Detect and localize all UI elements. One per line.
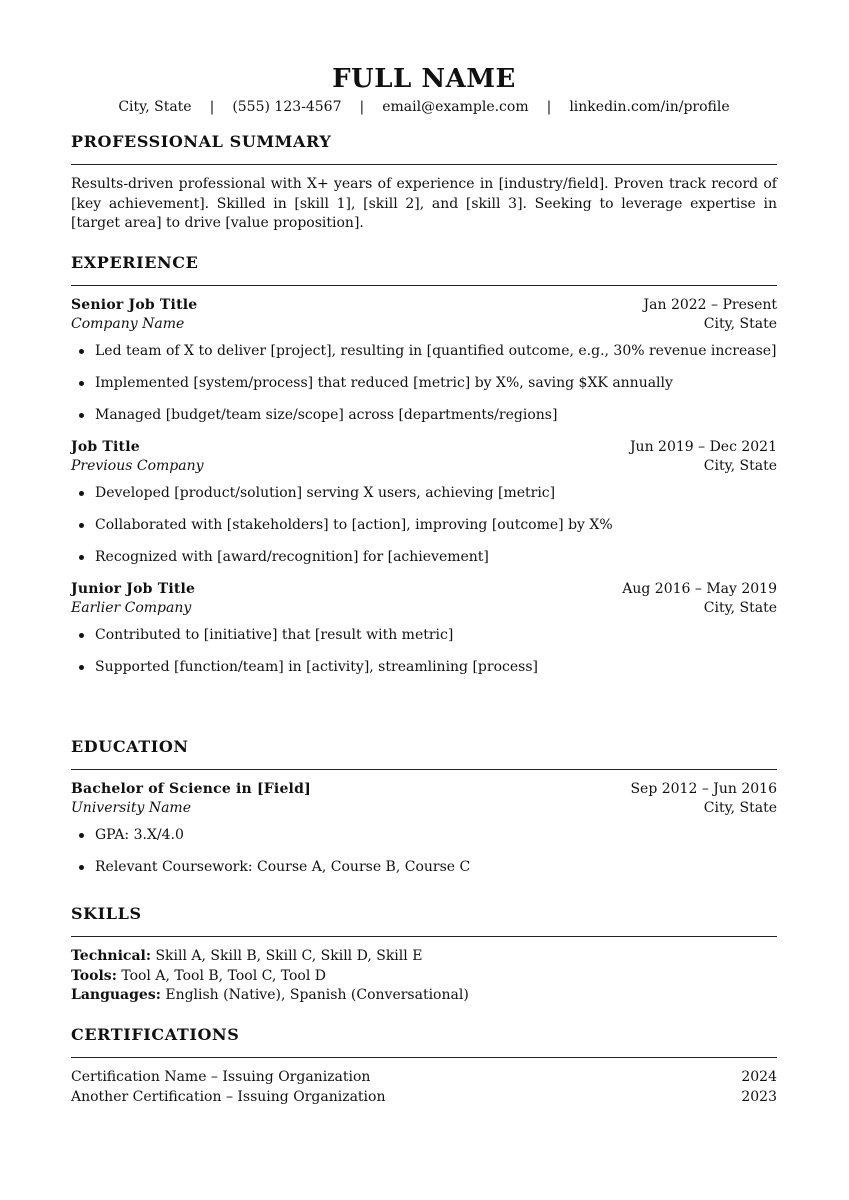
list-item: Collaborated with [stakeholders] to [action], improving [outcome] by X% xyxy=(71,516,777,535)
full-name: FULL NAME xyxy=(332,64,516,94)
education-section xyxy=(71,737,777,890)
school-location: City, State xyxy=(703,800,777,816)
resume-page xyxy=(71,0,777,1200)
contact-location: City, State xyxy=(118,99,192,115)
experience-entry xyxy=(71,438,777,567)
certifications-section xyxy=(71,1025,777,1107)
list-item: Led team of X to deliver [project], resulting in [quantified outcome, e.g., 30% revenue increase] xyxy=(71,342,777,361)
section-title-certifications: CERTIFICATIONS xyxy=(71,1025,777,1058)
skill-label: Languages: xyxy=(71,987,161,1003)
company-name: Earlier Company xyxy=(71,600,192,616)
experience-entry xyxy=(71,580,777,677)
degree: Bachelor of Science in [Field] xyxy=(71,781,311,797)
job-location: City, State xyxy=(703,600,777,616)
contact-email: email@example.com xyxy=(382,99,529,115)
section-title-summary: PROFESSIONAL SUMMARY xyxy=(71,132,777,165)
contact-line xyxy=(71,97,777,117)
company-name: Company Name xyxy=(71,316,185,332)
list-item: Implemented [system/process] that reduced [metric] by X%, saving $XK annually xyxy=(71,374,777,393)
skill-label: Technical: xyxy=(71,948,152,964)
contact-linkedin: linkedin.com/in/profile xyxy=(569,99,730,115)
list-item: Contributed to [initiative] that [result with metric] xyxy=(71,626,777,645)
skills-section xyxy=(71,904,777,1006)
job-dates: Aug 2016 – May 2019 xyxy=(622,581,777,597)
contact-separator: | xyxy=(209,99,215,115)
job-title: Job Title xyxy=(71,439,140,455)
skill-value: Tool A, Tool B, Tool C, Tool D xyxy=(121,967,326,984)
list-item: Developed [product/solution] serving X users, achieving [metric] xyxy=(71,484,777,503)
section-title-education: EDUCATION xyxy=(71,737,777,770)
certification-name: Certification Name – Issuing Organization xyxy=(71,1069,371,1085)
job-title: Junior Job Title xyxy=(71,581,196,597)
skill-line-technical xyxy=(71,947,777,967)
experience-entry xyxy=(71,296,777,425)
bullet-list xyxy=(71,826,777,877)
skill-value: English (Native), Spanish (Conversational) xyxy=(165,987,469,1003)
summary-text: Results-driven professional with X+ years of experience in [industry/field]. Proven track record of [key achievement]. Skilled in [skill 1], [skill 2], and [skill 3]. Seeking to leverage expertise in [target area] to drive [value proposition]. xyxy=(71,176,777,231)
resume-header xyxy=(71,62,777,117)
list-item: Supported [function/team] in [activity], streamlining [process] xyxy=(71,658,777,677)
list-item: Relevant Coursework: Course A, Course B, Course C xyxy=(71,858,777,877)
contact-phone: (555) 123-4567 xyxy=(232,99,342,115)
certification-year: 2023 xyxy=(741,1088,777,1105)
education-dates: Sep 2012 – Jun 2016 xyxy=(630,781,777,797)
list-item: Recognized with [award/recognition] for [achievement] xyxy=(71,548,777,567)
skill-line-tools xyxy=(71,967,777,987)
summary-section xyxy=(71,132,777,234)
job-location: City, State xyxy=(703,316,777,332)
certification-year: 2024 xyxy=(741,1069,777,1085)
skill-line-languages xyxy=(71,986,777,1006)
contact-separator: | xyxy=(546,99,552,115)
skill-value: Skill A, Skill B, Skill C, Skill D, Skill E xyxy=(155,948,423,964)
certification-name: Another Certification – Issuing Organization xyxy=(71,1088,386,1105)
skill-label: Tools: xyxy=(71,967,117,984)
contact-separator: | xyxy=(359,99,365,115)
experience-section xyxy=(71,253,777,690)
company-name: Previous Company xyxy=(71,458,204,474)
section-title-experience: EXPERIENCE xyxy=(71,253,777,286)
bullet-list xyxy=(71,626,777,677)
section-title-skills: SKILLS xyxy=(71,904,777,937)
bullet-list xyxy=(71,342,777,425)
list-item: Managed [budget/team size/scope] across [departments/regions] xyxy=(71,406,777,425)
job-title: Senior Job Title xyxy=(71,297,198,313)
job-dates: Jan 2022 – Present xyxy=(643,297,777,313)
job-location: City, State xyxy=(703,458,777,474)
school-name: University Name xyxy=(71,800,191,816)
list-item: GPA: 3.X/4.0 xyxy=(71,826,777,845)
bullet-list xyxy=(71,484,777,567)
certification-row xyxy=(71,1088,777,1108)
certification-row xyxy=(71,1068,777,1088)
job-dates: Jun 2019 – Dec 2021 xyxy=(629,439,777,455)
education-entry xyxy=(71,780,777,877)
